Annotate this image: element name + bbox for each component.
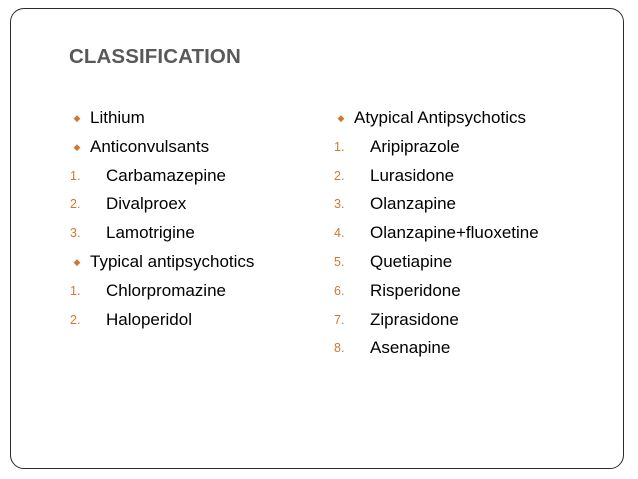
list-item-text: Ziprasidone (370, 309, 459, 329)
list-item-text: Typical antipsychotics (90, 251, 255, 271)
list-number: 6. (334, 283, 345, 298)
list-item-text: Anticonvulsants (90, 136, 210, 156)
list-number: 3. (70, 226, 81, 241)
list-item-text: Risperidone (370, 280, 461, 300)
list-item-text: Aripiprazole (370, 136, 460, 156)
list-item-text: Divalproex (106, 194, 187, 214)
list-number: 5. (334, 254, 345, 269)
list-number: 1. (334, 139, 345, 154)
list-item-text: Asenapine (370, 338, 451, 358)
list-number: 3. (334, 197, 345, 212)
diamond-bullet-icon: ◆ (73, 141, 81, 152)
slide-title: CLASSIFICATION (69, 45, 241, 68)
list-number: 2. (70, 197, 81, 212)
list-number: 1. (70, 283, 81, 298)
diamond-bullet-icon: ◆ (73, 256, 81, 267)
list-number: 2. (70, 312, 81, 327)
list-item-text: Quetiapine (370, 251, 453, 271)
list-number: 2. (334, 168, 345, 183)
list-item-text: Olanzapine (370, 194, 457, 214)
list-number: 8. (334, 341, 345, 356)
list-number: 7. (334, 312, 345, 327)
list-item-text: Olanzapine+fluoxetine (370, 223, 539, 243)
list-item-text: Haloperidol (106, 309, 192, 329)
list-item-text: Chlorpromazine (106, 280, 226, 300)
list-number: 4. (334, 226, 345, 241)
list-item-text: Lithium (90, 108, 145, 127)
list-item-text: Carbamazepine (106, 165, 227, 185)
diamond-bullet-icon: ◆ (73, 113, 81, 123)
list-item-text: Lamotrigine (106, 223, 195, 243)
list-number: 1. (70, 168, 81, 183)
diamond-bullet-icon: ◆ (337, 113, 345, 123)
list-item-text: Lurasidone (370, 165, 455, 185)
list-item-text: Atypical Antipsychotics (354, 108, 526, 127)
